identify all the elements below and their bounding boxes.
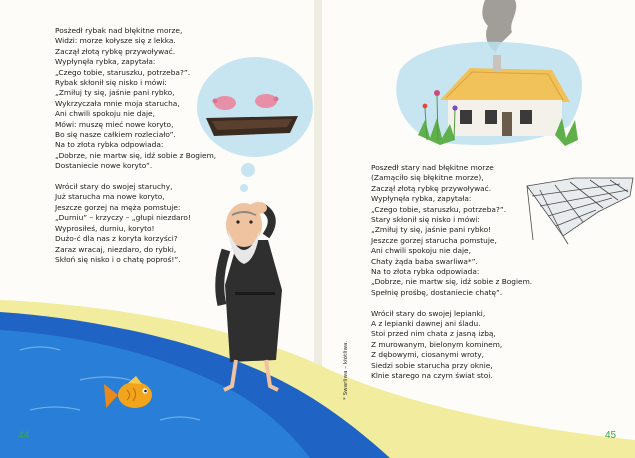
poem-line: „Czego tobie, staruszku, potrzeba?”. bbox=[371, 204, 507, 214]
poem-line: Wrócił stary do swojej staruchy, bbox=[55, 182, 173, 192]
poem-line: Chaty żąda baba swarliwa*”. bbox=[371, 256, 478, 266]
pig-icon bbox=[255, 94, 277, 108]
poem-line: „Zmiłuj ty się, jaśnie pani rybko, bbox=[55, 88, 175, 98]
stanza bbox=[371, 163, 532, 298]
poem-line: Już starucha ma nowe koryto, bbox=[55, 192, 165, 202]
poem-line: Zaraz wracaj, niezdaro, do rybki, bbox=[55, 244, 177, 254]
stanza bbox=[55, 26, 216, 172]
poem-line: Z dębowymi, ciosanymi wroty, bbox=[371, 350, 484, 360]
poem-line: Zaczął złotą rybkę przywoływać. bbox=[371, 183, 492, 193]
poem-line: Siedzi sobie starucha przy oknie, bbox=[371, 360, 493, 370]
poem-line: Dostaniecie nowe koryto”. bbox=[55, 161, 153, 171]
poem-line: „Dobrze, nie martw się, idź sobie z Bogiem, bbox=[55, 150, 217, 160]
poem-line: Klnie starego na czym świat stoi. bbox=[371, 371, 493, 381]
stanza bbox=[55, 182, 216, 265]
poem-line: Skłoń się nisko i o chatę poproś!”. bbox=[55, 254, 181, 264]
poem-line: Ani chwili spokoju nie daje, bbox=[371, 246, 471, 256]
poem-line: Dużo-ć dla nas z koryta korzyści? bbox=[55, 234, 178, 244]
poem-line: „Czego tobie, staruszku, potrzeba?”. bbox=[55, 67, 191, 77]
page-number-left: 44 bbox=[18, 430, 30, 441]
poem-line: Jeszcze gorzej na męża pomstuje: bbox=[55, 202, 181, 212]
poem-line: Mówi: muszę mieć nowe koryto, bbox=[55, 119, 174, 129]
poem-line: Posżedł rybak nad błękitne morze, bbox=[55, 26, 183, 35]
poem-line: Poszedł stary nad błękitne morze bbox=[371, 163, 494, 172]
poem-line: Wypłynęła rybka, zapytała: bbox=[55, 57, 156, 67]
poem-line: Stary skłonił się nisko i mówi: bbox=[371, 215, 480, 225]
poem-line: „Durniu” – krzyczy – „głupi niezdaro! bbox=[55, 213, 191, 223]
stanza bbox=[371, 309, 532, 382]
fishing-net bbox=[527, 178, 633, 244]
left-poem bbox=[55, 26, 216, 276]
poem-line: Na to złota rybka odpowiada: bbox=[55, 140, 164, 150]
page-number-right: 45 bbox=[605, 430, 617, 441]
right-poem bbox=[371, 163, 532, 392]
poem-line: Spełnię prośbę, dostaniecie chatę”. bbox=[371, 287, 503, 297]
poem-line: Wykrzyczała mnie moja starucha, bbox=[55, 98, 180, 108]
poem-line: Stoi przed nim chata z jasną izbą, bbox=[371, 329, 496, 339]
poem-line: Bo się nasze całkiem rozleciało”. bbox=[55, 130, 176, 140]
poem-line: Wrócił stary do swojej lepianki, bbox=[371, 308, 486, 318]
poem-line: Widzi: morze kołysze się z lekka. bbox=[55, 36, 176, 46]
poem-line: A z lepianki dawnej ani śladu. bbox=[371, 319, 481, 329]
footnote bbox=[343, 322, 353, 402]
poem-line: „Dobrze, nie martw się, idź sobie z Bogiem. bbox=[371, 277, 533, 287]
footnote-text: * Swarliwa – kłótliwa. bbox=[343, 340, 349, 400]
poem-line: Wypłynęła rybka, zapytała: bbox=[371, 194, 472, 204]
pig-icon bbox=[214, 96, 236, 110]
poem-line: „Zmiłuj ty się, jaśnie pani rybko! bbox=[371, 225, 492, 235]
poem-line: Na to złota rybka odpowiada: bbox=[371, 267, 480, 277]
poem-line: Zaczął złotą rybkę przywoływać. bbox=[55, 46, 176, 56]
poem-line: Z murowanym, bielonym kominem, bbox=[371, 339, 503, 349]
poem-line: Rybak skłonił się nisko i mówi: bbox=[55, 78, 167, 88]
poem-line: Jeszcze gorzej starucha pomstuje, bbox=[371, 235, 497, 245]
poem-line: Wyprosiłeś, durniu, koryto! bbox=[55, 223, 155, 233]
poem-line: Ani chwili spokoju nie daje, bbox=[55, 109, 155, 119]
poem-line: (Zamąciło się błękitne morze), bbox=[371, 173, 484, 183]
